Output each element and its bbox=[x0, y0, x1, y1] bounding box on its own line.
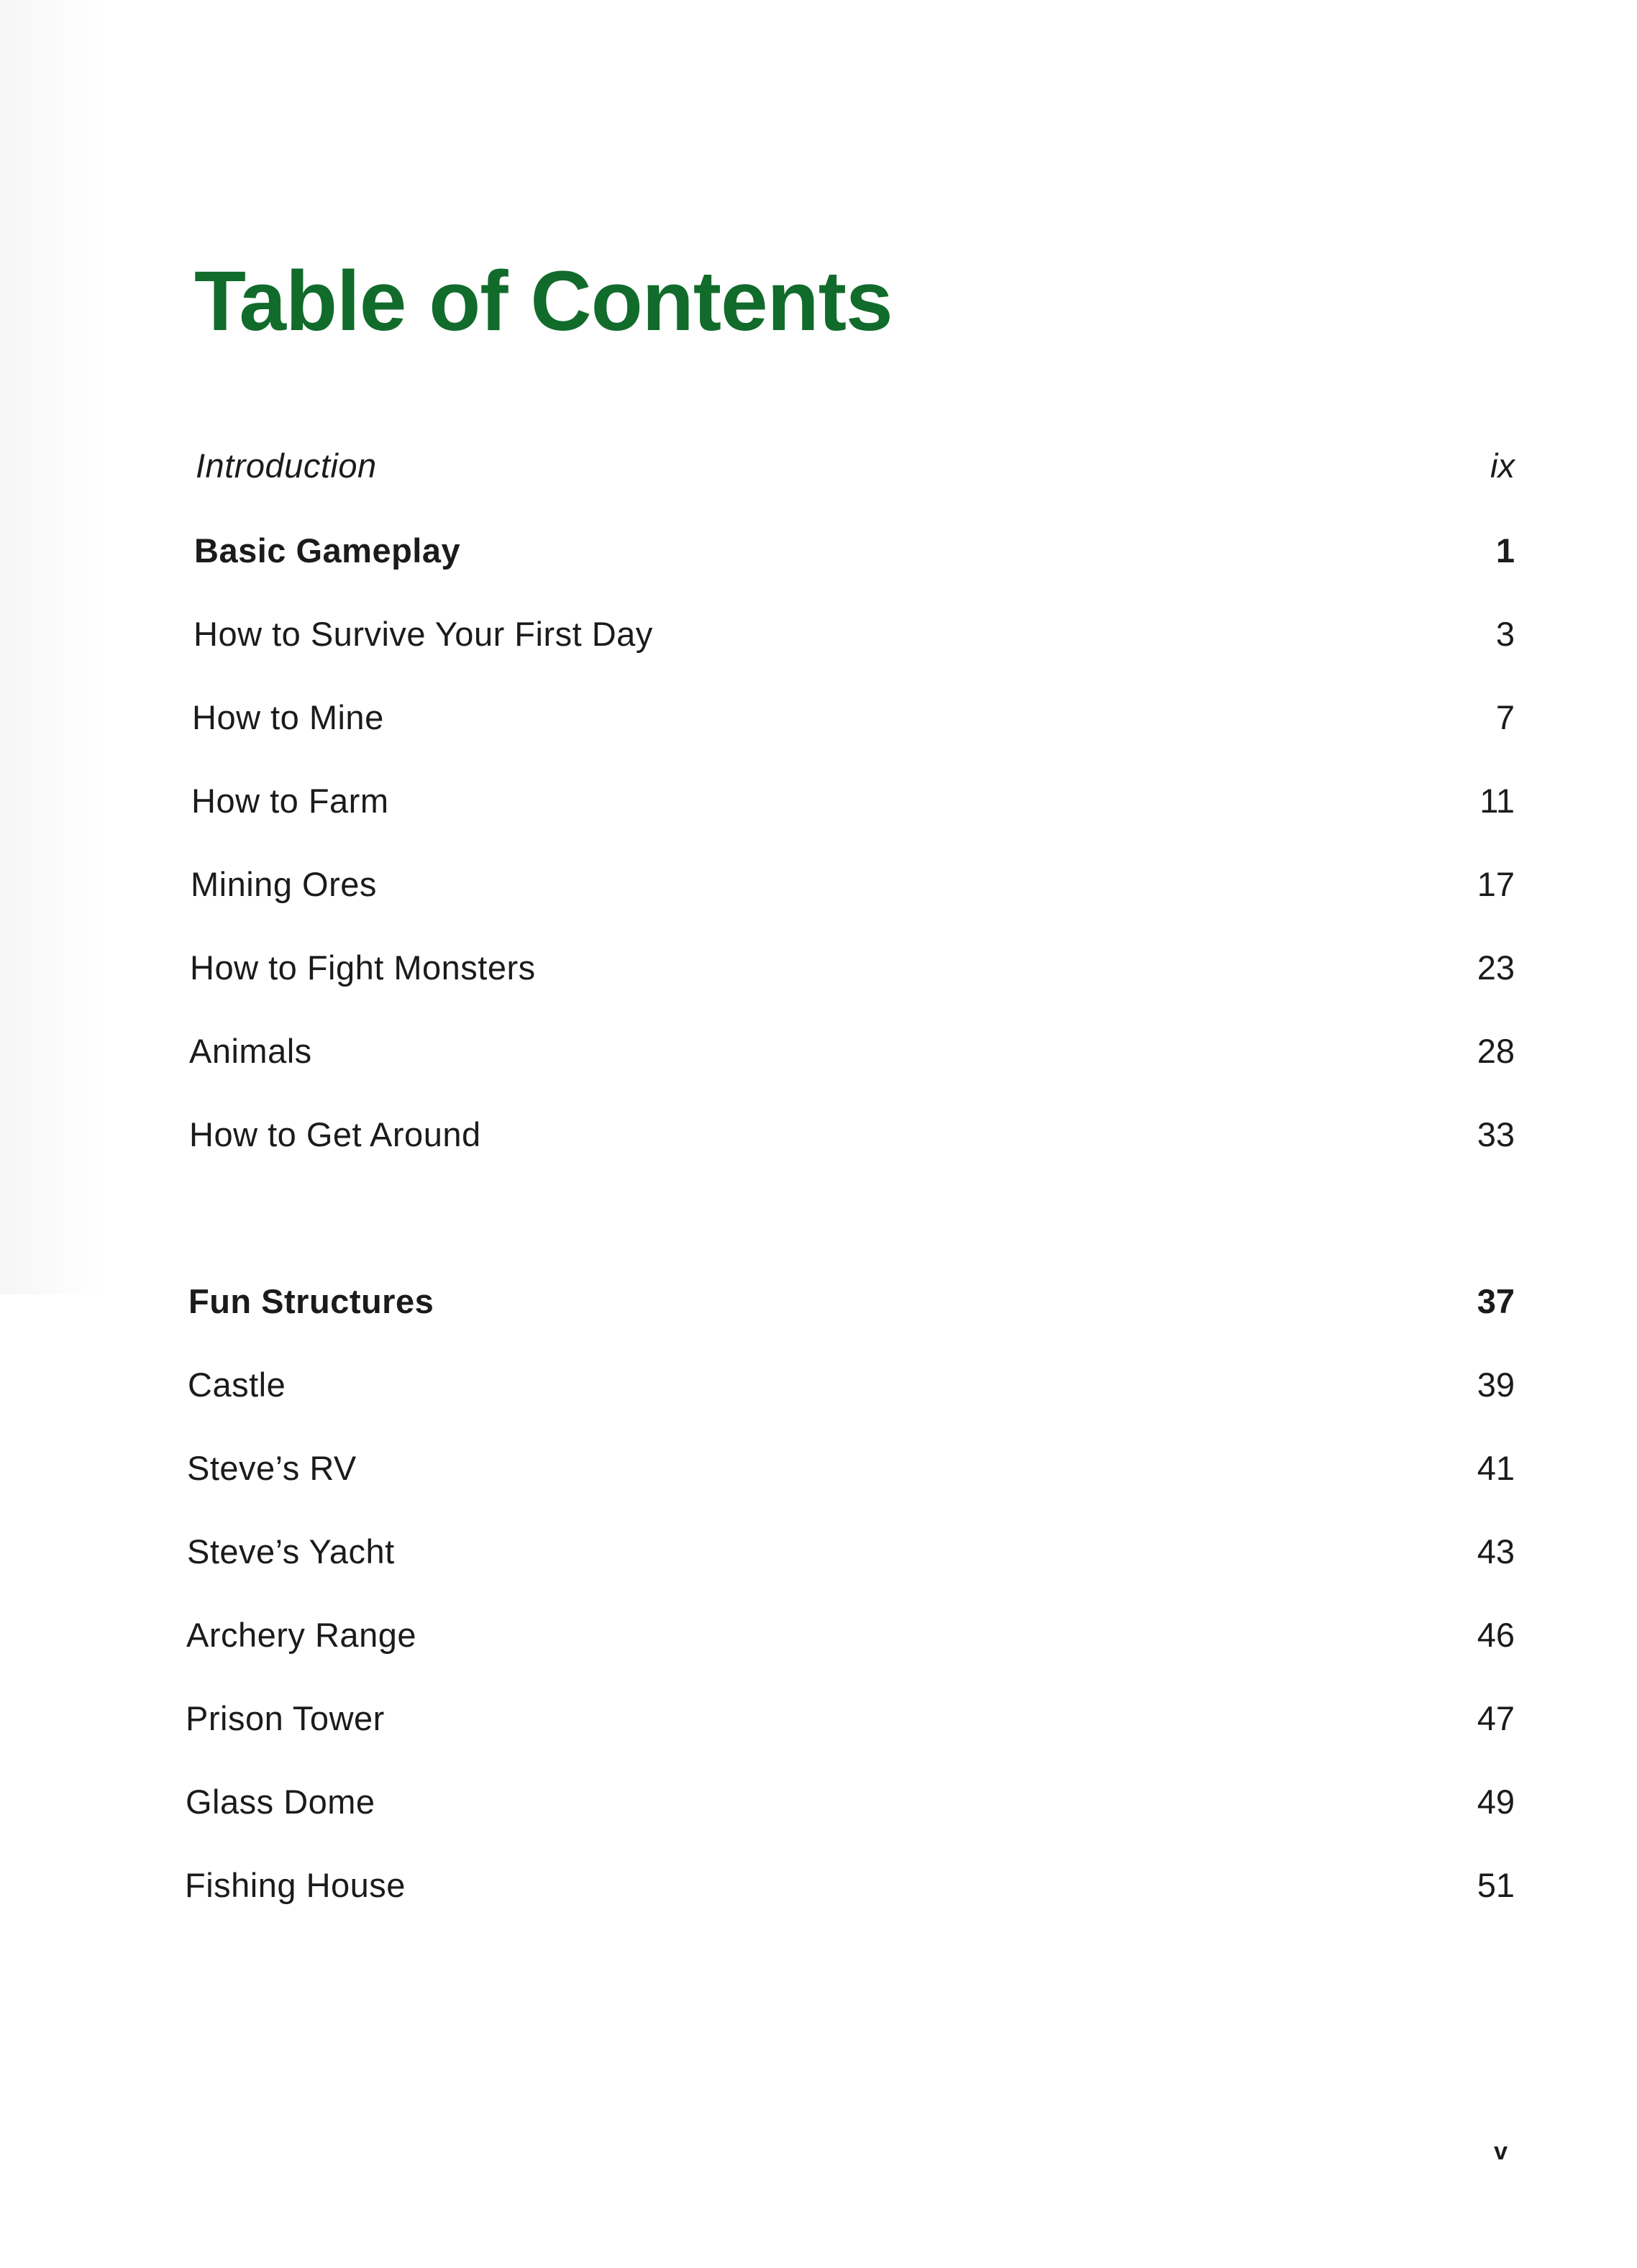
toc-entry-page: 46 bbox=[1477, 1616, 1515, 1654]
toc-entry-page: 11 bbox=[1479, 782, 1515, 820]
toc-entry-label: Castle bbox=[188, 1366, 286, 1404]
toc-entry[interactable] bbox=[0, 1857, 1637, 1914]
toc-entry-page: 7 bbox=[1495, 698, 1515, 736]
toc-entry-label: Animals bbox=[189, 1032, 312, 1070]
toc-entry[interactable] bbox=[0, 1606, 1637, 1664]
toc-entry-page: 3 bbox=[1495, 615, 1515, 653]
toc-entry-label: Glass Dome bbox=[186, 1783, 375, 1821]
toc-entry-label: Prison Tower bbox=[186, 1699, 385, 1737]
toc-entry-page: 47 bbox=[1477, 1699, 1515, 1737]
toc-entry[interactable] bbox=[0, 1440, 1637, 1497]
toc-entry[interactable] bbox=[0, 1523, 1637, 1581]
toc-entry-label: How to Mine bbox=[192, 698, 384, 736]
toc-entry-label: How to Get Around bbox=[189, 1115, 481, 1153]
toc-entry-label: How to Survive Your First Day bbox=[193, 615, 653, 653]
toc-entry[interactable] bbox=[0, 772, 1637, 830]
toc-section-fun-structures[interactable] bbox=[0, 1273, 1637, 1330]
toc-entry-label: Mining Ores bbox=[191, 865, 377, 903]
toc-entry-label: How to Farm bbox=[191, 782, 389, 820]
toc-entry-label: Steve’s Yacht bbox=[187, 1532, 395, 1570]
toc-entry[interactable] bbox=[0, 1023, 1637, 1080]
toc-entry[interactable] bbox=[0, 1773, 1637, 1831]
toc-entry-page: 23 bbox=[1477, 948, 1515, 987]
toc-entry-page: 28 bbox=[1477, 1032, 1515, 1070]
toc-entry-page: 33 bbox=[1477, 1115, 1515, 1153]
toc-entry[interactable] bbox=[0, 856, 1637, 913]
toc-entry-label: Archery Range bbox=[186, 1616, 416, 1654]
toc-entry[interactable] bbox=[0, 1690, 1637, 1747]
toc-entry-page: 49 bbox=[1477, 1783, 1515, 1821]
toc-entry-label: Fishing House bbox=[185, 1866, 406, 1904]
toc-entry[interactable] bbox=[0, 689, 1637, 746]
toc-entry-introduction[interactable] bbox=[0, 437, 1637, 495]
toc-section-basic-gameplay[interactable] bbox=[0, 522, 1637, 580]
toc-entry-page: 43 bbox=[1477, 1532, 1515, 1570]
toc-entry[interactable] bbox=[0, 605, 1637, 663]
toc-entry[interactable] bbox=[0, 1106, 1637, 1163]
page-title: Table of Contents bbox=[194, 254, 893, 349]
toc-entry-page: 39 bbox=[1477, 1366, 1515, 1404]
toc-section-page: 37 bbox=[1477, 1282, 1515, 1320]
toc-section-page: 1 bbox=[1495, 531, 1515, 570]
toc-entry[interactable] bbox=[0, 939, 1637, 997]
toc-entry-page: ix bbox=[1490, 447, 1515, 485]
toc-entry-label: Steve’s RV bbox=[187, 1449, 357, 1487]
toc-entry-page: 17 bbox=[1477, 865, 1515, 903]
page-folio: v bbox=[1494, 2138, 1508, 2165]
toc-entry-page: 51 bbox=[1477, 1866, 1515, 1904]
toc-section-label: Basic Gameplay bbox=[194, 531, 461, 570]
toc-entry-label: How to Fight Monsters bbox=[190, 948, 536, 987]
toc-entry-page: 41 bbox=[1477, 1449, 1515, 1487]
toc-section-label: Fun Structures bbox=[188, 1282, 434, 1320]
toc-entry-label: Introduction bbox=[196, 447, 377, 485]
toc-entry[interactable] bbox=[0, 1356, 1637, 1414]
